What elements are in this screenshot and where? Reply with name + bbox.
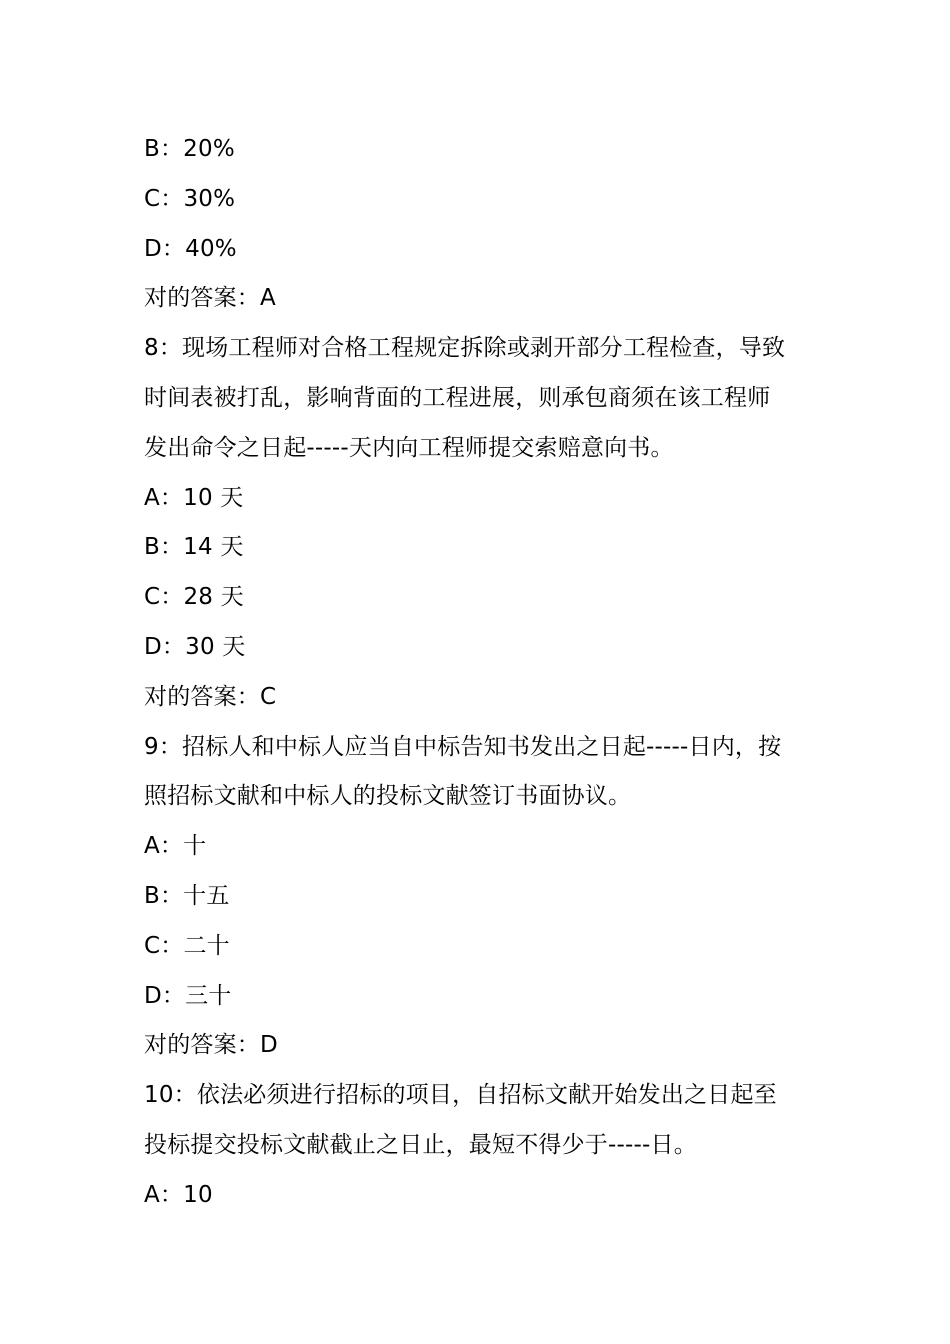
q8-option-b: B：14 天 bbox=[144, 534, 244, 561]
document-body bbox=[144, 125, 814, 1221]
q7-option-b: B：20% bbox=[144, 136, 235, 162]
q7-option-c: C：30% bbox=[144, 185, 236, 212]
q9-stem-line-2: 照招标文献和中标人的投标文献签订书面协议。 bbox=[144, 783, 632, 810]
q7-answer: 对的答案：A bbox=[144, 285, 276, 312]
q9-answer: 对的答案：D bbox=[144, 1032, 278, 1059]
q9-option-c: C：二十 bbox=[144, 932, 230, 959]
q8-answer: 对的答案：C bbox=[144, 683, 277, 710]
q8-option-c: C：28 天 bbox=[144, 584, 244, 611]
q10-stem-line-2: 投标提交投标文献截止之日止，最短不得少于-----日。 bbox=[144, 1131, 697, 1158]
q8-option-a: A：10 天 bbox=[144, 484, 244, 511]
q10-option-a: A：10 bbox=[144, 1181, 213, 1208]
q10-stem-line-1: 10：依法必须进行招标的项目，自招标文献开始发出之日起至 bbox=[144, 1082, 777, 1109]
q7-option-d: D：40% bbox=[144, 235, 237, 262]
q8-stem-line-2: 时间表被打乱，影响背面的工程进展，则承包商须在该工程师 bbox=[144, 384, 771, 411]
q9-option-d: D：三十 bbox=[144, 982, 232, 1009]
q9-option-b: B：十五 bbox=[144, 882, 230, 909]
q9-stem-line-1: 9：招标人和中标人应当自中标告知书发出之日起-----日内，按 bbox=[144, 733, 782, 760]
q8-stem-line-1: 8：现场工程师对合格工程规定拆除或剥开部分工程检查，导致 bbox=[144, 335, 786, 362]
q8-option-d: D：30 天 bbox=[144, 633, 246, 660]
q9-option-a: A：十 bbox=[144, 833, 207, 860]
q8-stem-line-3: 发出命令之日起-----天内向工程师提交索赔意向书。 bbox=[144, 434, 674, 461]
